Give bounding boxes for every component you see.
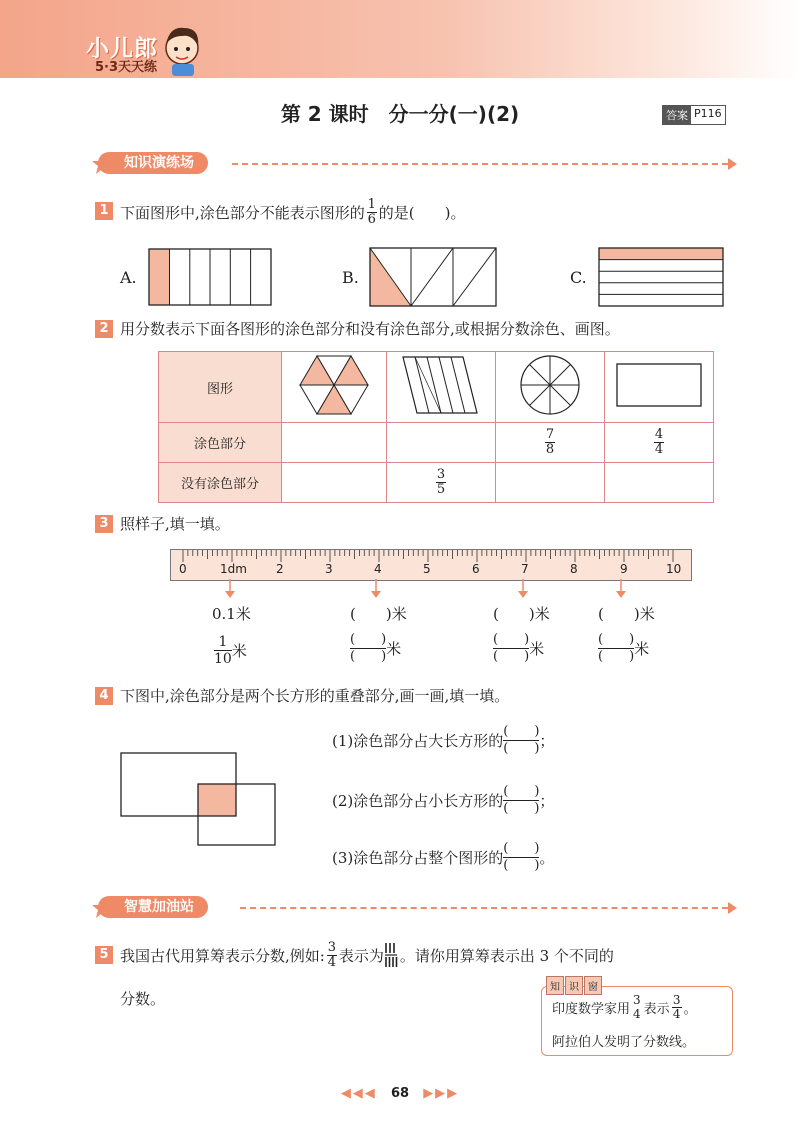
paren-blank: ( ) — [503, 801, 540, 816]
paren-blank: ( ) — [493, 649, 530, 664]
logo-title: 小儿郎 — [86, 36, 158, 62]
answer-tag — [662, 105, 726, 125]
unshaded-rectangle-blank[interactable] — [605, 463, 714, 503]
shaded-parallelogram-blank[interactable] — [387, 423, 496, 463]
rectangle-cell — [605, 352, 714, 423]
fraction-blank[interactable] — [493, 632, 544, 665]
paren-blank: ( ) — [350, 649, 387, 664]
fraction-blank[interactable] — [503, 784, 539, 817]
unit-label: 米 — [391, 605, 407, 623]
fraction-blank[interactable] — [350, 632, 401, 665]
q4-item-1 — [332, 724, 554, 757]
option-c-figure — [598, 247, 724, 307]
info-line1 — [552, 994, 697, 1021]
unit-label: 米 — [534, 605, 550, 623]
paren-blank: ( ) — [503, 741, 540, 756]
paren-blank: ( ) — [503, 724, 540, 739]
circle-cell — [496, 352, 605, 423]
unit-label: 米 — [231, 642, 247, 660]
option-a-label: A. — [120, 268, 137, 287]
circle-figure — [518, 353, 582, 417]
paren-blank: ( ) — [503, 858, 540, 873]
q4-item-3 — [332, 841, 554, 874]
ruler-label: 8 — [570, 562, 578, 576]
ruler-label: 1dm — [220, 562, 247, 576]
hexagon-cell — [282, 352, 387, 423]
parallelogram-figure — [401, 355, 481, 415]
section-title-challenge: 智慧加油站 — [98, 896, 208, 918]
paren-blank: ( ) — [598, 632, 635, 647]
q4-item-text: (3)涂色部分占整个图形的 — [332, 849, 504, 867]
paren-blank: ( ) — [493, 632, 530, 647]
ruler-label: 10 — [666, 562, 682, 576]
shaded-circle-value — [496, 423, 605, 463]
arrow-down-icon — [368, 579, 384, 599]
punctuation: ； — [539, 792, 555, 810]
page-number: 68 — [390, 1086, 410, 1101]
ruler-label: 3 — [325, 562, 333, 576]
q5-line2: 分数。 — [120, 990, 166, 1008]
paren-blank: ( ) — [350, 605, 392, 623]
question-number: 1 — [95, 202, 113, 220]
paren-blank: ( ) — [350, 632, 387, 647]
decimal-blank[interactable] — [493, 603, 550, 624]
ruler-label: 2 — [276, 562, 284, 576]
q1-frac-num: 1 — [367, 196, 376, 212]
logo-subtitle: 5·3天天练 — [95, 60, 158, 75]
frac-num: 7 — [545, 427, 555, 442]
paren-blank: ( ) — [598, 649, 635, 664]
example-decimal: 0.1米 — [212, 605, 251, 623]
ruler-label: 0 — [179, 562, 187, 576]
decimal-blank[interactable] — [350, 603, 407, 624]
q1-frac-den: 6 — [367, 211, 376, 227]
prev-arrows-icon: ◀◀◀ — [340, 1086, 377, 1101]
unit-label: 米 — [634, 640, 650, 658]
unshaded-hexagon-blank[interactable] — [282, 463, 387, 503]
example-fraction — [214, 634, 247, 667]
question-number: 3 — [95, 515, 113, 533]
arrow-right-icon — [728, 158, 737, 170]
page-footer — [0, 1086, 800, 1101]
info-text: 表示 — [643, 1002, 670, 1017]
parallelogram-cell — [387, 352, 496, 423]
option-b-figure — [369, 247, 497, 307]
question-number: 4 — [95, 687, 113, 705]
arrow-right-icon — [728, 902, 737, 914]
arrow-down-icon — [613, 579, 629, 599]
frac-num: 3 — [672, 993, 681, 1007]
question-number: 5 — [95, 946, 113, 964]
ruler-label: 5 — [423, 562, 431, 576]
option-c-label: C. — [570, 268, 587, 287]
row-label-figure: 图形 — [159, 352, 282, 423]
section-title-practice: 知识演练场 — [98, 152, 208, 174]
unshaded-parallelogram-value — [387, 463, 496, 503]
next-arrows-icon: ▶▶▶ — [423, 1086, 460, 1101]
q2-prompt: 用分数表示下面各图形的涂色部分和没有涂色部分,或根据分数涂色、画图。 — [120, 320, 620, 338]
answer-label: 答案 — [663, 106, 691, 124]
section-divider — [240, 907, 728, 909]
overlap-rectangles-figure — [120, 752, 278, 848]
ruler-label: 4 — [374, 562, 382, 576]
option-b-label: B. — [342, 268, 359, 287]
badge-char: 窗 — [584, 976, 602, 995]
info-text: 印度数学家用 — [552, 1002, 631, 1017]
ruler-label: 7 — [521, 562, 529, 576]
rectangle-figure — [616, 363, 702, 407]
q1-prompt — [120, 196, 466, 228]
frac-num: 4 — [654, 427, 664, 442]
paren-blank: ( ) — [493, 605, 535, 623]
row-label-shaded: 涂色部分 — [159, 423, 282, 463]
arrow-down-icon — [515, 579, 531, 599]
shaded-hexagon-blank[interactable] — [282, 423, 387, 463]
ruler-label: 9 — [620, 562, 628, 576]
q2-table — [158, 351, 714, 503]
arrow-down-icon — [222, 579, 238, 599]
q5-prompt — [120, 938, 614, 972]
frac-num: 1 — [218, 634, 228, 650]
frac-den: 8 — [545, 442, 555, 457]
q5-text-after: 。请你用算筹表示出 3 个不同的 — [399, 946, 614, 965]
fraction-blank[interactable] — [598, 632, 649, 665]
row-label-unshaded: 没有涂色部分 — [159, 463, 282, 503]
unit-label: 米 — [529, 640, 545, 658]
ruler-labels — [170, 562, 690, 578]
q3-prompt: 照样子,填一填。 — [120, 515, 230, 533]
q1-text-before: 下面图形中,涂色部分不能表示图形的 — [120, 203, 365, 222]
frac-num: 3 — [327, 939, 336, 955]
q4-item-text: (1)涂色部分占大长方形的 — [332, 732, 504, 750]
mascot-boy-icon — [160, 22, 206, 78]
counting-rods-icon — [384, 942, 400, 968]
decimal-blank[interactable] — [598, 603, 655, 624]
frac-num: 3 — [633, 993, 641, 1007]
question-number: 2 — [95, 320, 113, 338]
info-text: 。 — [683, 1002, 697, 1017]
q4-item-text: (2)涂色部分占小长方形的 — [332, 792, 504, 810]
unshaded-circle-blank[interactable] — [496, 463, 605, 503]
fraction-blank[interactable] — [503, 841, 539, 874]
hexagon-figure — [299, 354, 369, 416]
frac-den: 4 — [672, 1007, 681, 1021]
q4-item-2 — [332, 784, 554, 817]
answer-page: P116 — [694, 107, 722, 120]
frac-den: 10 — [214, 651, 232, 667]
option-a-figure — [148, 248, 272, 306]
punctuation: 。 — [539, 849, 555, 867]
frac-num: 3 — [436, 467, 446, 482]
punctuation: ； — [539, 732, 555, 750]
q1-text-after: 的是( )。 — [378, 203, 466, 222]
frac-den: 4 — [654, 442, 664, 457]
q4-prompt: 下图中,涂色部分是两个长方形的重叠部分,画一画,填一填。 — [120, 687, 510, 705]
info-line2: 阿拉伯人发明了分数线。 — [552, 1035, 696, 1050]
page-title: 第 2 课时 分一分(一)(2) — [280, 102, 520, 126]
frac-den: 4 — [633, 1007, 641, 1021]
badge-char: 知 — [546, 976, 564, 995]
badge-char: 识 — [565, 976, 583, 995]
shaded-rectangle-value — [605, 423, 714, 463]
frac-den: 4 — [327, 954, 336, 970]
ruler-label: 6 — [472, 562, 480, 576]
unit-label: 米 — [639, 605, 655, 623]
q5-text-mid: 表示为 — [338, 946, 384, 965]
info-badge — [546, 976, 602, 995]
fraction-blank[interactable] — [503, 724, 539, 757]
frac-den: 5 — [436, 482, 446, 497]
q5-text-before: 我国古代用算筹表示分数,例如: — [120, 946, 325, 965]
paren-blank: ( ) — [503, 784, 540, 799]
paren-blank: ( ) — [598, 605, 640, 623]
unit-label: 米 — [386, 640, 402, 658]
section-divider — [232, 163, 728, 165]
paren-blank: ( ) — [503, 841, 540, 856]
